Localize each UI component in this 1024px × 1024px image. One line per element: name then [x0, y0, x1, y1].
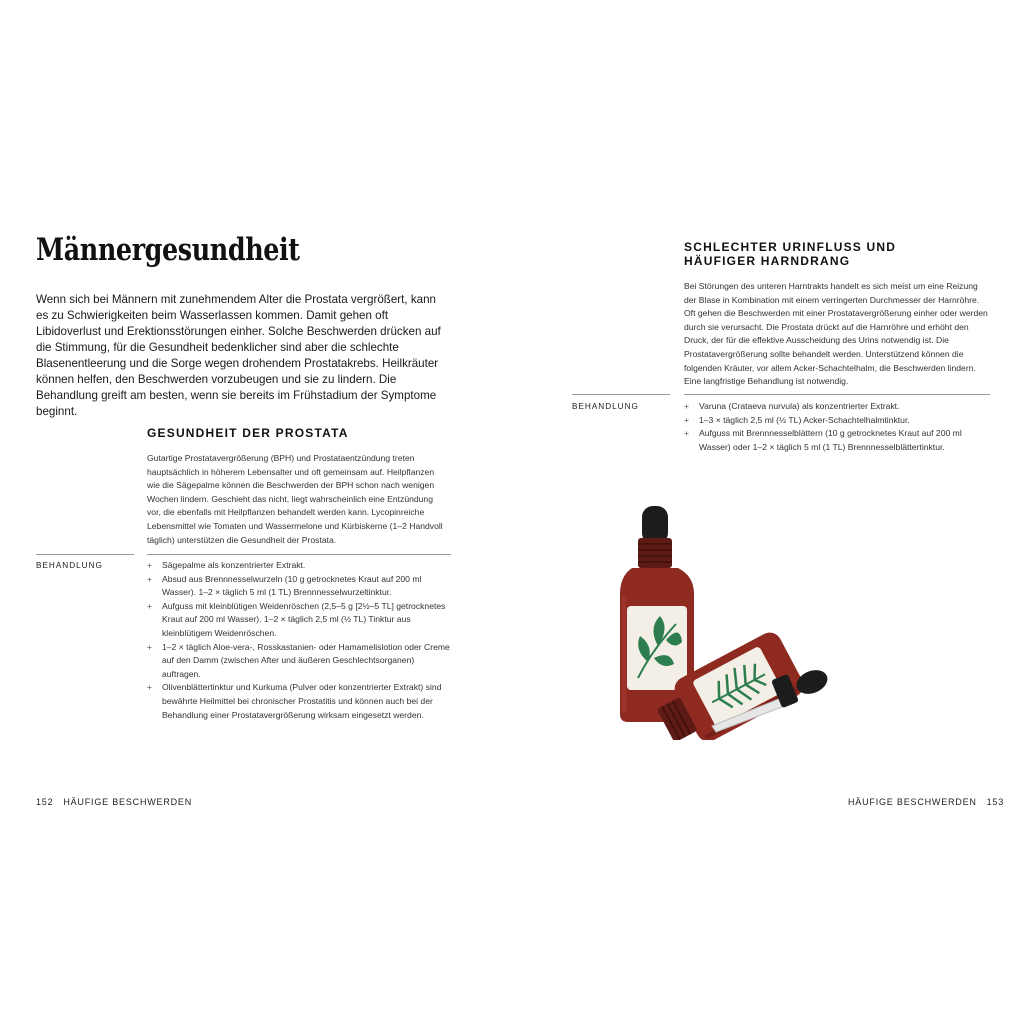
list-item: + 1–2 × täglich Aloe-vera-, Rosskastanien- oder Hamamelislotion oder Creme auf den Damm (zwischen After und äußeren Geschlechtsorganen) auftragen. — [147, 641, 450, 679]
divider — [684, 394, 990, 395]
list-item: + Sägepalme als konzentrierter Extrakt. — [147, 559, 452, 573]
intro-text: Wenn sich bei Männern mit zunehmendem Alter die Prostata vergrößert, kann es zu Schwierigkeiten beim Wasserlassen kommen. Damit gehen oft Libidoverlust und Erektionsstörungen einher. Solche Beschwerden drücken auf die Stimmung, für die Gesundheit bedenklicher sind aber die schlechte Blasenentleerung und die Sorge wegen drohendem Prostatakrebs. Heilkräuter können helfen, den Beschwerden vorzubeugen und sie zu lindern. Die Behandlung greift am besten, wenn sie bereits im Frühstadium der Symptome beginnt. — [36, 293, 441, 418]
page-number: 153 — [986, 797, 1005, 807]
section-heading-prostata: GESUNDHEIT DER PROSTATA — [147, 426, 349, 440]
plus-icon: + — [684, 401, 690, 411]
treatment-label-left: BEHANDLUNG — [36, 561, 103, 570]
plus-icon: + — [147, 560, 153, 570]
footer-right — [848, 797, 1004, 807]
plus-icon: + — [147, 600, 153, 611]
section-heading-urinfluss: SCHLECHTER URINFLUSS UND HÄUFIGER HARNDRANG — [684, 240, 897, 268]
treatment-list-right — [684, 400, 990, 454]
section-text-prostata: Gutartige Prostatavergrößerung (BPH) und Prostataentzündung treten hauptsächlich in höherem Lebensalter und oft gemeinsam auf. Heilpflanzen wie die Sägepalme können die Beschwerden der BPH schon nach wenigen Wochen lindern. Geschieht das nicht, liegt wahrscheinlich eine Entzündung vor, die ebenfalls mit Heilpflanzen behandelt werden kann. Lycopinreiche Lebensmittel wie Tomaten und Wassermelone und Kürbiskerne (1–2 Handvoll täglich) unterstützen die Gesundheit der Prostata. — [147, 453, 443, 545]
plus-icon: + — [147, 682, 153, 693]
running-footer: HÄUFIGE BESCHWERDEN — [848, 797, 977, 807]
plus-icon: + — [684, 414, 690, 425]
plus-icon: + — [147, 573, 153, 584]
list-item: + Varuna (Crataeva nurvula) als konzentrierter Extrakt. — [684, 400, 990, 414]
plus-icon: + — [684, 428, 690, 439]
intro-paragraph — [36, 292, 446, 420]
divider — [572, 394, 670, 395]
section-text-urinfluss: Bei Störungen des unteren Harntrakts handelt es sich meist um eine Reizung der Blase in Kombination mit einem verringerten Durchmesser der Harnröhre. Oft gehen die Beschwerden mit einer Prostatavergrößerung einher oder werden durch sie verursacht. Die Prostata drückt auf die Harnröhre und erhöht den Druck, der für die effektive Ausscheidung des Urins notwendig ist. Die Prostatavergrößerung sollte behandelt werden. Unterstützend können die folgenden Kräuter, vor allem Acker-Schachtelhalm, die Beschwerden lindern. Eine langfristige Behandlung ist notwendig. — [684, 281, 988, 387]
treatment-list-left — [147, 559, 452, 722]
page-number: 152 — [36, 797, 54, 807]
footer-left — [36, 797, 192, 807]
list-item: + Olivenblättertinktur und Kurkuma (Pulver oder konzentrierter Extrakt) sind bewährte Heilmittel bei chronischer Prostatitis und können auch bei der Behandlung einer Prostatavergrößerung wirksam eingesetzt werden. — [147, 682, 442, 720]
list-item: + Absud aus Brennnesselwurzeln (10 g getrocknetes Kraut auf 200 ml Wasser). 1–2 × täglich 5 ml (1 TL) Brennnesselwurzeltinktur. — [147, 573, 422, 598]
running-footer: HÄUFIGE BESCHWERDEN — [63, 797, 193, 807]
tincture-bottles-illustration — [600, 500, 830, 740]
list-item: + Aufguss mit Brennnesselblättern (10 g getrocknetes Kraut auf 200 ml Wasser) oder 1–2 × täglich 5 ml (1 TL) Brennnesselblättertinktur. — [684, 428, 962, 452]
plus-icon: + — [147, 641, 153, 652]
page-title: Männergesundheit — [36, 232, 300, 268]
divider — [36, 554, 134, 555]
divider — [147, 554, 451, 555]
list-item: + Aufguss mit kleinblütigen Weidenröschen (2,5–5 g [2½–5 TL] getrocknetes Kraut auf 200 ml Wasser). 1–2 × täglich 2,5 ml (½ TL) Tinktur aus kleinblütigem Weidenröschen. — [147, 600, 446, 638]
list-item: + 1–3 × täglich 2,5 ml (½ TL) Acker-Schachtelhalmtinktur. — [684, 414, 990, 428]
treatment-label-right: BEHANDLUNG — [572, 402, 639, 411]
